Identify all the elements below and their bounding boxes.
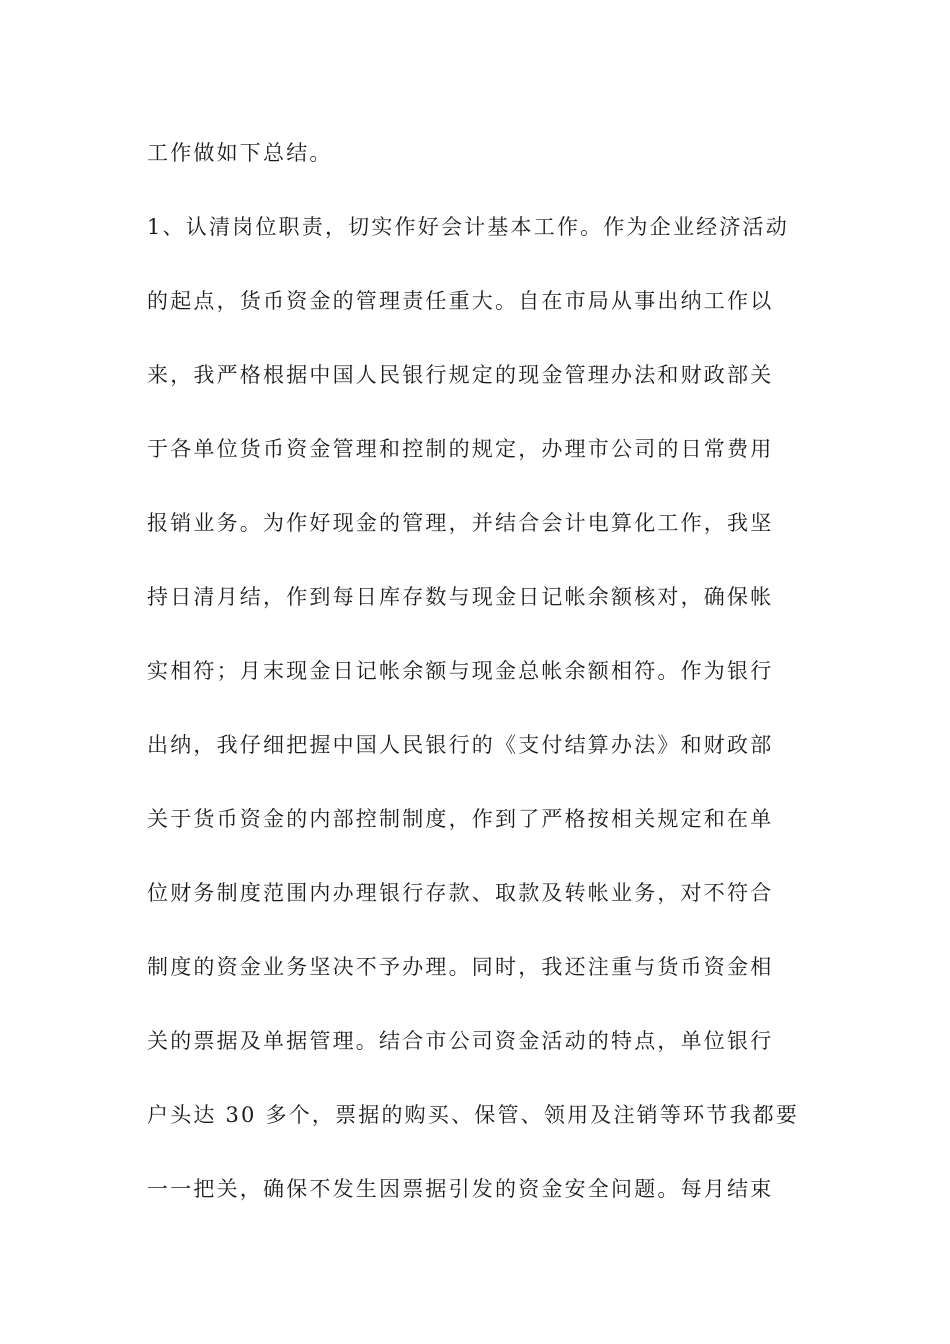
- text-line: 持日清月结，作到每日库存数与现金日记帐余额核对，确保帐: [147, 585, 774, 609]
- text-line: 实相符；月末现金日记帐余额与现金总帐余额相符。作为银行: [147, 659, 774, 683]
- text-line: 1、认清岗位职责，切实作好会计基本工作。作为企业经济活动: [147, 215, 789, 239]
- text-line: 报销业务。为作好现金的管理，并结合会计电算化工作，我坚: [147, 511, 774, 535]
- text-line: 关的票据及单据管理。结合市公司资金活动的特点，单位银行: [147, 1029, 774, 1053]
- text-line: 户头达 30 多个，票据的购买、保管、领用及注销等环节我都要: [147, 1103, 800, 1127]
- text-line: 来，我严格根据中国人民银行规定的现金管理办法和财政部关: [147, 363, 774, 387]
- text-line: 制度的资金业务坚决不予办理。同时，我还注重与货币资金相: [147, 955, 774, 979]
- text-line: 于各单位货币资金管理和控制的规定，办理市公司的日常费用: [147, 437, 774, 461]
- text-line: 位财务制度范围内办理银行存款、取款及转帐业务，对不符合: [147, 881, 774, 905]
- text-line: 一一把关，确保不发生因票据引发的资金安全问题。每月结束: [147, 1177, 774, 1201]
- text-line: 出纳，我仔细把握中国人民银行的《支付结算办法》和财政部: [147, 733, 774, 757]
- text-line: 工作做如下总结。: [147, 141, 333, 165]
- body-text: [147, 131, 817, 1241]
- text-line: 关于货币资金的内部控制制度，作到了严格按相关规定和在单: [147, 807, 774, 831]
- text-line: 的起点，货币资金的管理责任重大。自在市局从事出纳工作以: [147, 289, 774, 313]
